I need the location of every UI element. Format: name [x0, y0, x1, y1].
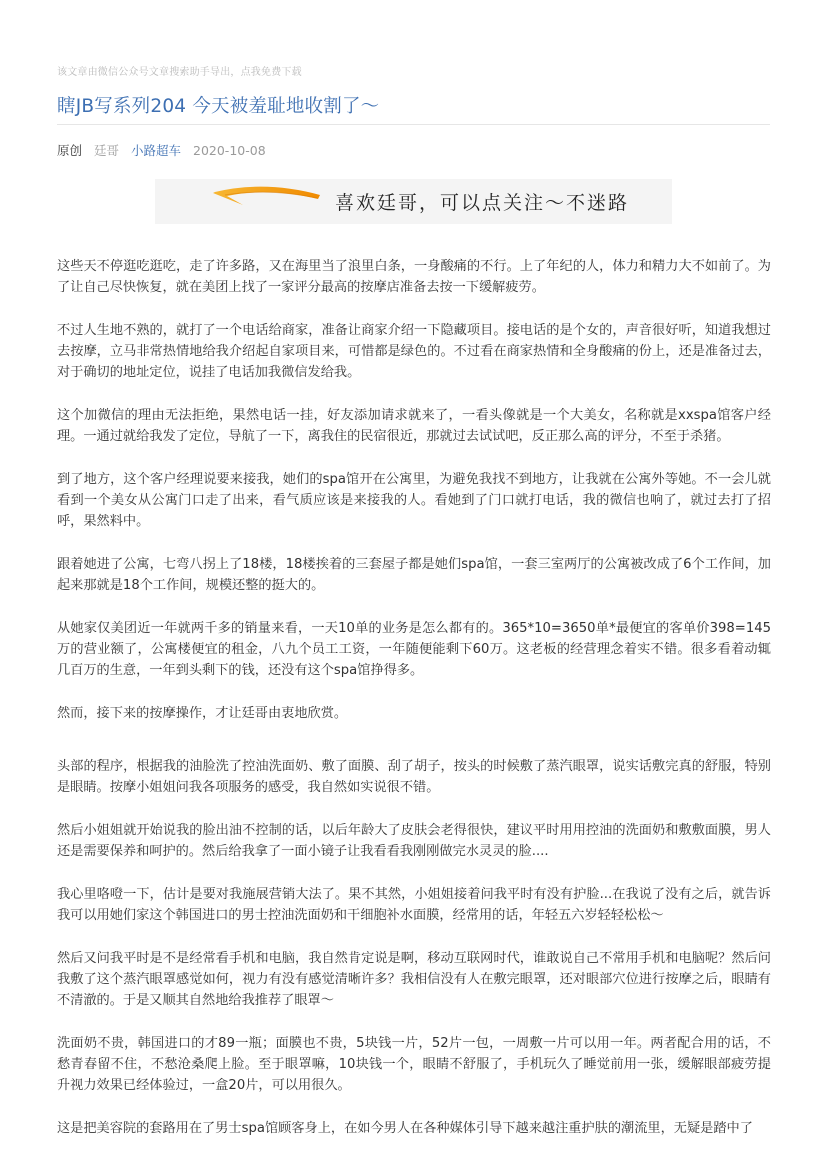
paragraph: 然后又问我平时是不是经常看手机和电脑，我自然肯定说是啊，移动互联网时代，谁敢说自己不常用手机和电脑呢？然后问我敷了这个蒸汽眼罩感觉如何，视力有没有感觉清晰许多？我相信没有人在敷完眼罩，还对眼部穴位进行按摩之后，眼睛有不清澈的。于是又顺其自然地给我推荐了眼罩～	[57, 951, 771, 1008]
title-divider	[57, 124, 770, 125]
original-label: 原创	[57, 143, 83, 158]
article-body	[57, 256, 771, 1161]
author-name: 廷哥	[94, 143, 120, 158]
paragraph: 这些天不停逛吃逛吃，走了许多路，又在海里当了浪里白条，一身酸痛的不行。上了年纪的人，体力和精力大不如前了。为了让自己尽快恢复，就在美团上找了一家评分最高的按摩店准备去按一下缓解疲劳。	[57, 259, 771, 295]
article-title: 瞎JB写系列204 今天被羞耻地收割了～	[57, 96, 380, 117]
paragraph: 然而，接下来的按摩操作，才让廷哥由衷地欣赏。	[57, 706, 348, 721]
paragraph: 洗面奶不贵，韩国进口的才89一瓶；面膜也不贵，5块钱一片，52片一包，一周敷一片可以用一年。两者配合用的话，不愁青春留不住，不愁沧桑爬上脸。至于眼罩嘛，10块钱一个，眼睛不舒服了，手机玩久了睡觉前用一张，缓解眼部疲劳提升视力效果已经体验过，一盒20片，可以用很久。	[57, 1036, 771, 1093]
paragraph: 这是把美容院的套路用在了男士spa馆顾客身上，在如今男人在各种媒体引导下越来越注重护肤的潮流里，无疑是踏中了	[57, 1121, 753, 1136]
paragraph: 跟着她进了公寓，七弯八拐上了18楼，18楼挨着的三套屋子都是她们spa馆，一套三室两厅的公寓被改成了6个工作间，加起来那就是18个工作间，规模还整的挺大的。	[57, 557, 771, 593]
paragraph: 从她家仅美团近一年就两千多的销量来看，一天10单的业务是怎么都有的。365*10=3650单*最便宜的客单价398=145万的营业额了，公寓楼便宜的租金，八九个员工工资，一年随便能剩下60万。这老板的经营理念着实不错。很多看着动辄几百万的生意，一年到头剩下的钱，还没有这个spa馆挣得多。	[57, 621, 771, 678]
banner-text: 喜欢廷哥，可以点关注～不迷路	[335, 192, 630, 214]
export-notice[interactable]: 该文章由微信公众号文章搜索助手导出，点我免费下载	[57, 67, 302, 78]
paragraph: 不过人生地不熟的，就打了一个电话给商家，准备让商家介绍一下隐藏项目。接电话的是个女的，声音很好听，知道我想过去按摩，立马非常热情地给我介绍起自家项目来，可惜都是绿色的。不过看在商家热情和全身酸痛的份上，还是准备过去，对于确切的地址定位，说挂了电话加我微信发给我。	[57, 323, 771, 380]
follow-banner	[155, 179, 672, 224]
article-meta	[57, 141, 274, 159]
paragraph: 我心里咯噔一下，估计是要对我施展营销大法了。果不其然，小姐姐接着问我平时有没有护脸...在我说了没有之后，就告诉我可以用她们家这个韩国进口的男士控油洗面奶和干细胞补水面膜，经常用的话，年轻五六岁轻轻松松～	[57, 887, 771, 923]
paragraph: 这个加微信的理由无法拒绝，果然电话一挂，好友添加请求就来了，一看头像就是一个大美女，名称就是xxspa馆客户经理。一通过就给我发了定位，导航了一下，离我住的民宿很近，那就过去试试吧，反正那么高的评分，不至于杀猪。	[57, 408, 771, 444]
paragraph: 然后小姐姐就开始说我的脸出油不控制的话，以后年龄大了皮肤会老得很快，建议平时用用控油的洗面奶和敷敷面膜，男人还是需要保养和呵护的。然后给我拿了一面小镜子让我看看我刚刚做完水灵灵的脸....	[57, 823, 771, 859]
publish-date: 2020-10-08	[193, 143, 266, 158]
paragraph: 头部的程序，根据我的油脸洗了控油洗面奶、敷了面膜、刮了胡子，按头的时候敷了蒸汽眼罩，说实话敷完真的舒服，特别是眼睛。按摩小姐姐问我各项服务的感受，我自然如实说很不错。	[57, 759, 771, 795]
account-link[interactable]: 小路超车	[131, 143, 182, 158]
paragraph: 到了地方，这个客户经理说要来接我，她们的spa馆开在公寓里，为避免我找不到地方，让我就在公寓外等她。不一会儿就看到一个美女从公寓门口走了出来，看气质应该是来接我的人。看她到了门口就打电话，我的微信也响了，就过去打了招呼，果然料中。	[57, 472, 771, 529]
